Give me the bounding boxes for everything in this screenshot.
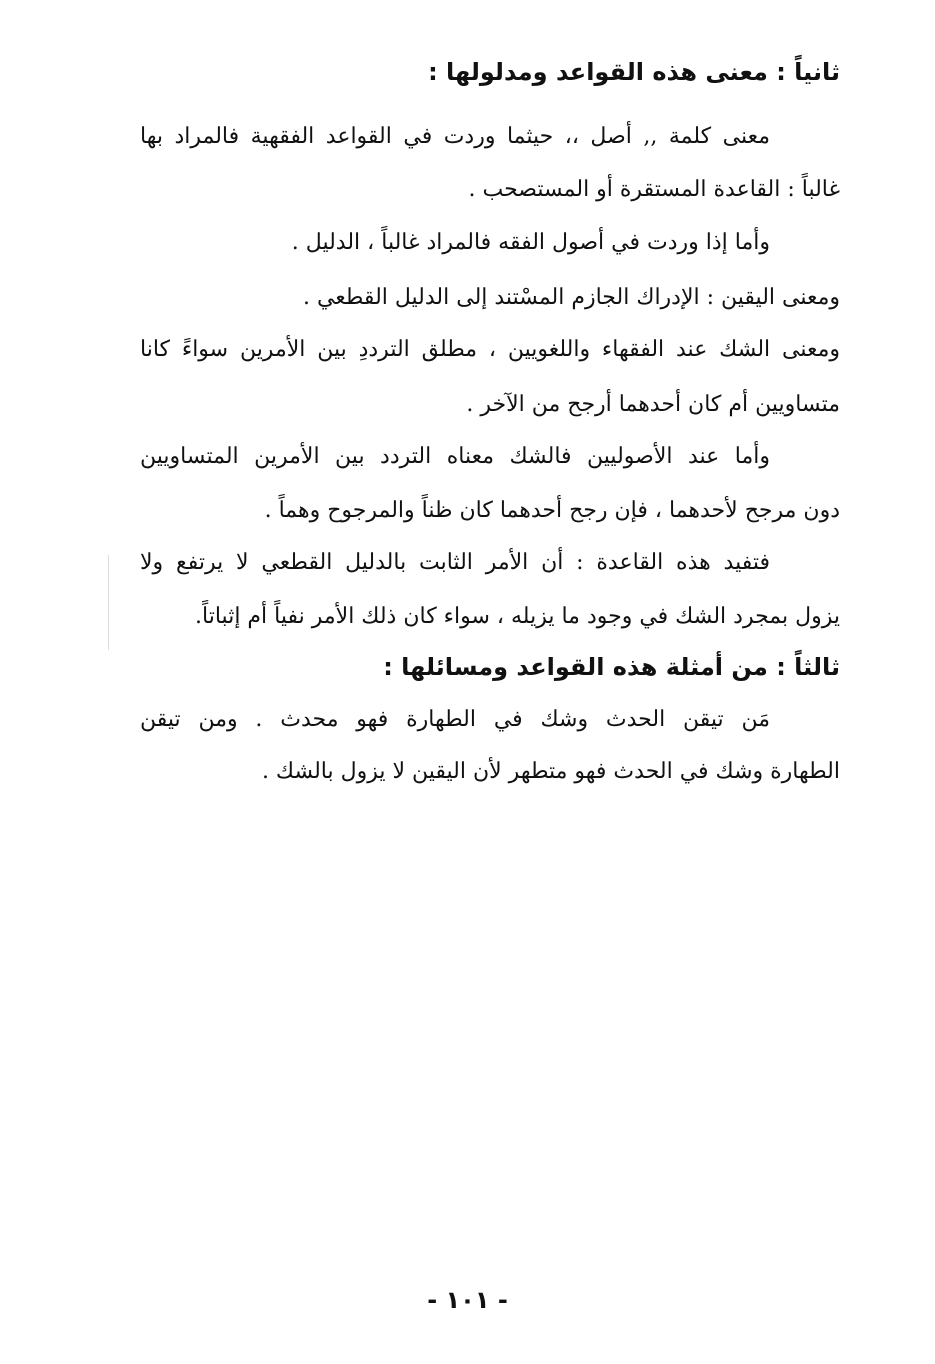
paragraph-line: ومعنى اليقين : الإدراك الجازم المسْتند إلى الدليل القطعي . (302, 285, 840, 310)
paragraph-line: وأما إذا وردت في أصول الفقه فالمراد غالباً ، الدليل . (291, 230, 770, 255)
page-number: - ١٠١ - (427, 1286, 508, 1314)
paragraph-line: معنى كلمة ,, أصل ،، حيثما وردت في القواعد الفقهية فالمراد بها (140, 124, 770, 149)
paragraph-line: وأما عند الأصوليين فالشك معناه التردد بين الأمرين المتساويين (140, 444, 770, 469)
paragraph-line: مَن تيقن الحدث وشك في الطهارة فهو محدث . ومن تيقن (140, 707, 770, 732)
paragraph-line: يزول بمجرد الشك في وجود ما يزيله ، سواء كان ذلك الأمر نفياً أم إثباتاً. (195, 604, 840, 629)
paragraph-line: الطهارة وشك في الحدث فهو متطهر لأن اليقين لا يزول بالشك . (261, 759, 840, 784)
paragraph-line: متساويين أم كان أحدهما أرجح من الآخر . (466, 392, 840, 417)
paragraph-line: غالباً : القاعدة المستقرة أو المستصحب . (468, 177, 840, 202)
section-heading-examples: ثالثاً : من أمثلة هذه القواعد ومسائلها : (383, 653, 840, 681)
margin-rule (108, 555, 109, 650)
paragraph-line: ومعنى الشك عند الفقهاء واللغويين ، مطلق الترددِ بين الأمرين سواءً كانا (140, 337, 840, 362)
section-heading-meaning: ثانياً : معنى هذه القواعد ومدلولها : (428, 58, 840, 86)
paragraph-line: دون مرجح لأحدهما ، فإن رجح أحدهما كان ظناً والمرجوح وهماً . (264, 498, 840, 523)
paragraph-line: فتفيد هذه القاعدة : أن الأمر الثابت بالدليل القطعي لا يرتفع ولا (140, 550, 770, 575)
